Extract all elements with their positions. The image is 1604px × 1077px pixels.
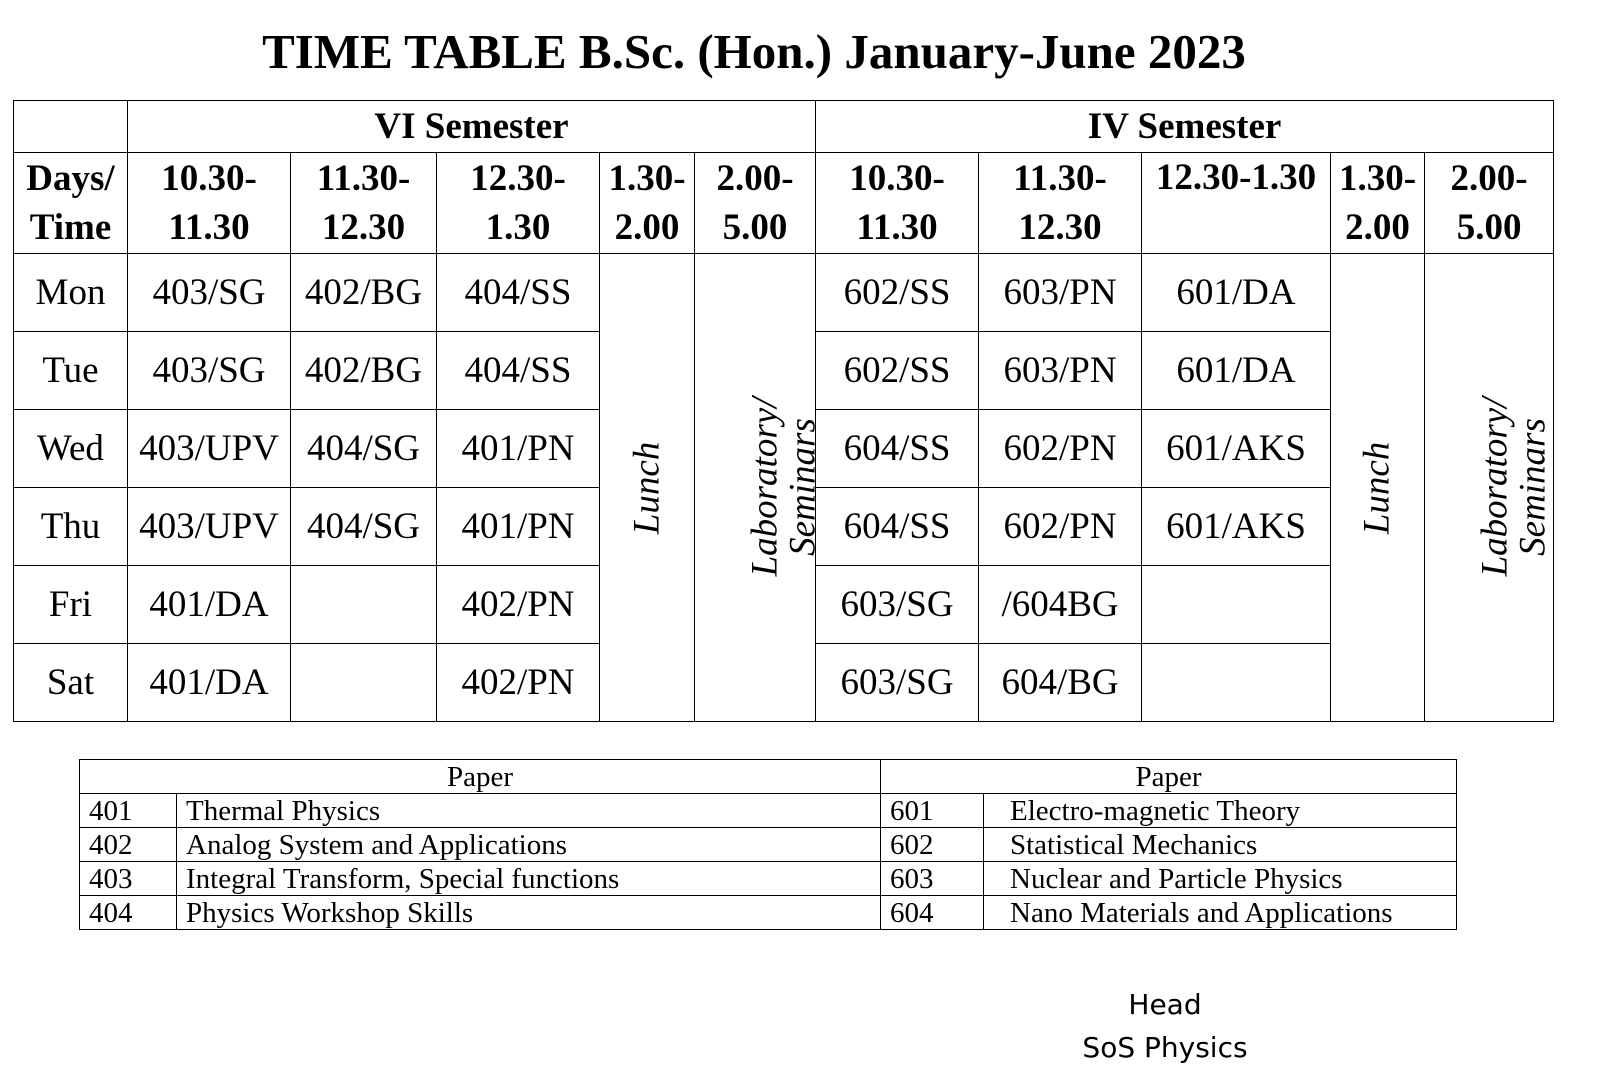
class-cell: 404/SG <box>291 488 437 566</box>
vi-slot-header: 2.00- 5.00 <box>695 153 816 254</box>
class-cell: 603/SG <box>816 644 979 722</box>
paper-name: Nuclear and Particle Physics <box>984 862 1457 896</box>
day-cell: Wed <box>14 410 128 488</box>
iv-semester-header: IV Semester <box>816 101 1554 153</box>
paper-code: 601 <box>881 794 984 828</box>
paper-legend-table <box>79 759 1457 930</box>
class-cell: 602/PN <box>979 410 1142 488</box>
paper-name: Analog System and Applications <box>177 828 881 862</box>
lunch-label: Lunch <box>1356 441 1398 535</box>
signature-title: Head <box>1128 988 1202 1021</box>
iv-slot-header: 1.30- 2.00 <box>1331 153 1425 254</box>
class-cell: 603/PN <box>979 254 1142 332</box>
class-cell: 401/DA <box>128 644 291 722</box>
day-cell: Mon <box>14 254 128 332</box>
class-cell: 401/PN <box>437 410 600 488</box>
class-cell: 602/SS <box>816 332 979 410</box>
paper-code: 403 <box>80 862 177 896</box>
paper-row <box>80 862 1457 896</box>
class-cell: 401/DA <box>128 566 291 644</box>
paper-row <box>80 896 1457 930</box>
class-cell: 603/SG <box>816 566 979 644</box>
class-cell: 601/AKS <box>1142 410 1331 488</box>
class-cell: 404/SG <box>291 410 437 488</box>
signature-department: SoS Physics <box>1082 1031 1248 1064</box>
class-cell: 604/SS <box>816 410 979 488</box>
paper-code: 603 <box>881 862 984 896</box>
class-cell: 403/SG <box>128 254 291 332</box>
days-time-header: Days/ Time <box>14 153 128 254</box>
paper-name: Integral Transform, Special functions <box>177 862 881 896</box>
paper-name: Physics Workshop Skills <box>177 896 881 930</box>
table-row <box>14 254 1554 332</box>
paper-row <box>80 794 1457 828</box>
vi-lab-cell <box>695 254 824 722</box>
class-cell: 601/DA <box>1142 254 1331 332</box>
timetable <box>13 100 1554 722</box>
class-cell: 602/SS <box>816 254 979 332</box>
vi-slot-header: 11.30- 12.30 <box>291 153 437 254</box>
class-cell: 603/PN <box>979 332 1142 410</box>
vi-slot-header: 12.30- 1.30 <box>437 153 600 254</box>
class-cell <box>291 566 437 644</box>
iv-lunch-cell <box>1331 254 1425 722</box>
class-cell: 604/BG <box>979 644 1142 722</box>
paper-name: Thermal Physics <box>177 794 881 828</box>
vi-semester-header: VI Semester <box>128 101 816 153</box>
class-cell <box>291 644 437 722</box>
class-cell: 402/PN <box>437 644 600 722</box>
paper-row <box>80 828 1457 862</box>
class-cell: 604/SS <box>816 488 979 566</box>
class-cell: 402/BG <box>291 332 437 410</box>
paper-name: Statistical Mechanics <box>984 828 1457 862</box>
class-cell: 403/SG <box>128 332 291 410</box>
paper-name: Electro-magnetic Theory <box>984 794 1457 828</box>
lunch-label: Lunch <box>626 441 667 535</box>
class-cell: 402/BG <box>291 254 437 332</box>
class-cell: 404/SS <box>437 332 600 410</box>
class-cell <box>1142 644 1331 722</box>
vi-slot-header: 10.30- 11.30 <box>128 153 291 254</box>
class-cell: 402/PN <box>437 566 600 644</box>
class-cell: 601/AKS <box>1142 488 1331 566</box>
day-cell: Sat <box>14 644 128 722</box>
paper-code: 604 <box>881 896 984 930</box>
paper-code: 404 <box>80 896 177 930</box>
corner-cell <box>14 101 128 153</box>
paper-name: Nano Materials and Applications <box>984 896 1457 930</box>
iv-slot-header: 12.30-1.30 <box>1142 153 1331 254</box>
lab-seminars-label: Laboratory/ Seminars <box>744 397 824 576</box>
class-cell: 601/DA <box>1142 332 1331 410</box>
paper-code: 402 <box>80 828 177 862</box>
iv-slot-header: 11.30- 12.30 <box>979 153 1142 254</box>
class-cell: 401/PN <box>437 488 600 566</box>
iv-slot-header: 10.30- 11.30 <box>816 153 979 254</box>
class-cell: 602/PN <box>979 488 1142 566</box>
class-cell: 403/UPV <box>128 488 291 566</box>
paper-code: 602 <box>881 828 984 862</box>
vi-slot-header: 1.30- 2.00 <box>600 153 695 254</box>
iv-lab-cell <box>1425 254 1554 722</box>
class-cell: /604BG <box>979 566 1142 644</box>
day-cell: Tue <box>14 332 128 410</box>
paper-code: 401 <box>80 794 177 828</box>
lab-seminars-label: Laboratory/ Seminars <box>1474 397 1554 576</box>
class-cell: 404/SS <box>437 254 600 332</box>
page-title: TIME TABLE B.Sc. (Hon.) January-June 2023 <box>262 24 1246 79</box>
day-cell: Thu <box>14 488 128 566</box>
paper-header-left: Paper <box>80 760 881 794</box>
paper-header-right: Paper <box>881 760 1457 794</box>
time-header-row <box>14 153 1554 254</box>
iv-slot-header: 2.00- 5.00 <box>1425 153 1554 254</box>
class-cell <box>1142 566 1331 644</box>
vi-lunch-cell <box>600 254 695 722</box>
class-cell: 403/UPV <box>128 410 291 488</box>
day-cell: Fri <box>14 566 128 644</box>
